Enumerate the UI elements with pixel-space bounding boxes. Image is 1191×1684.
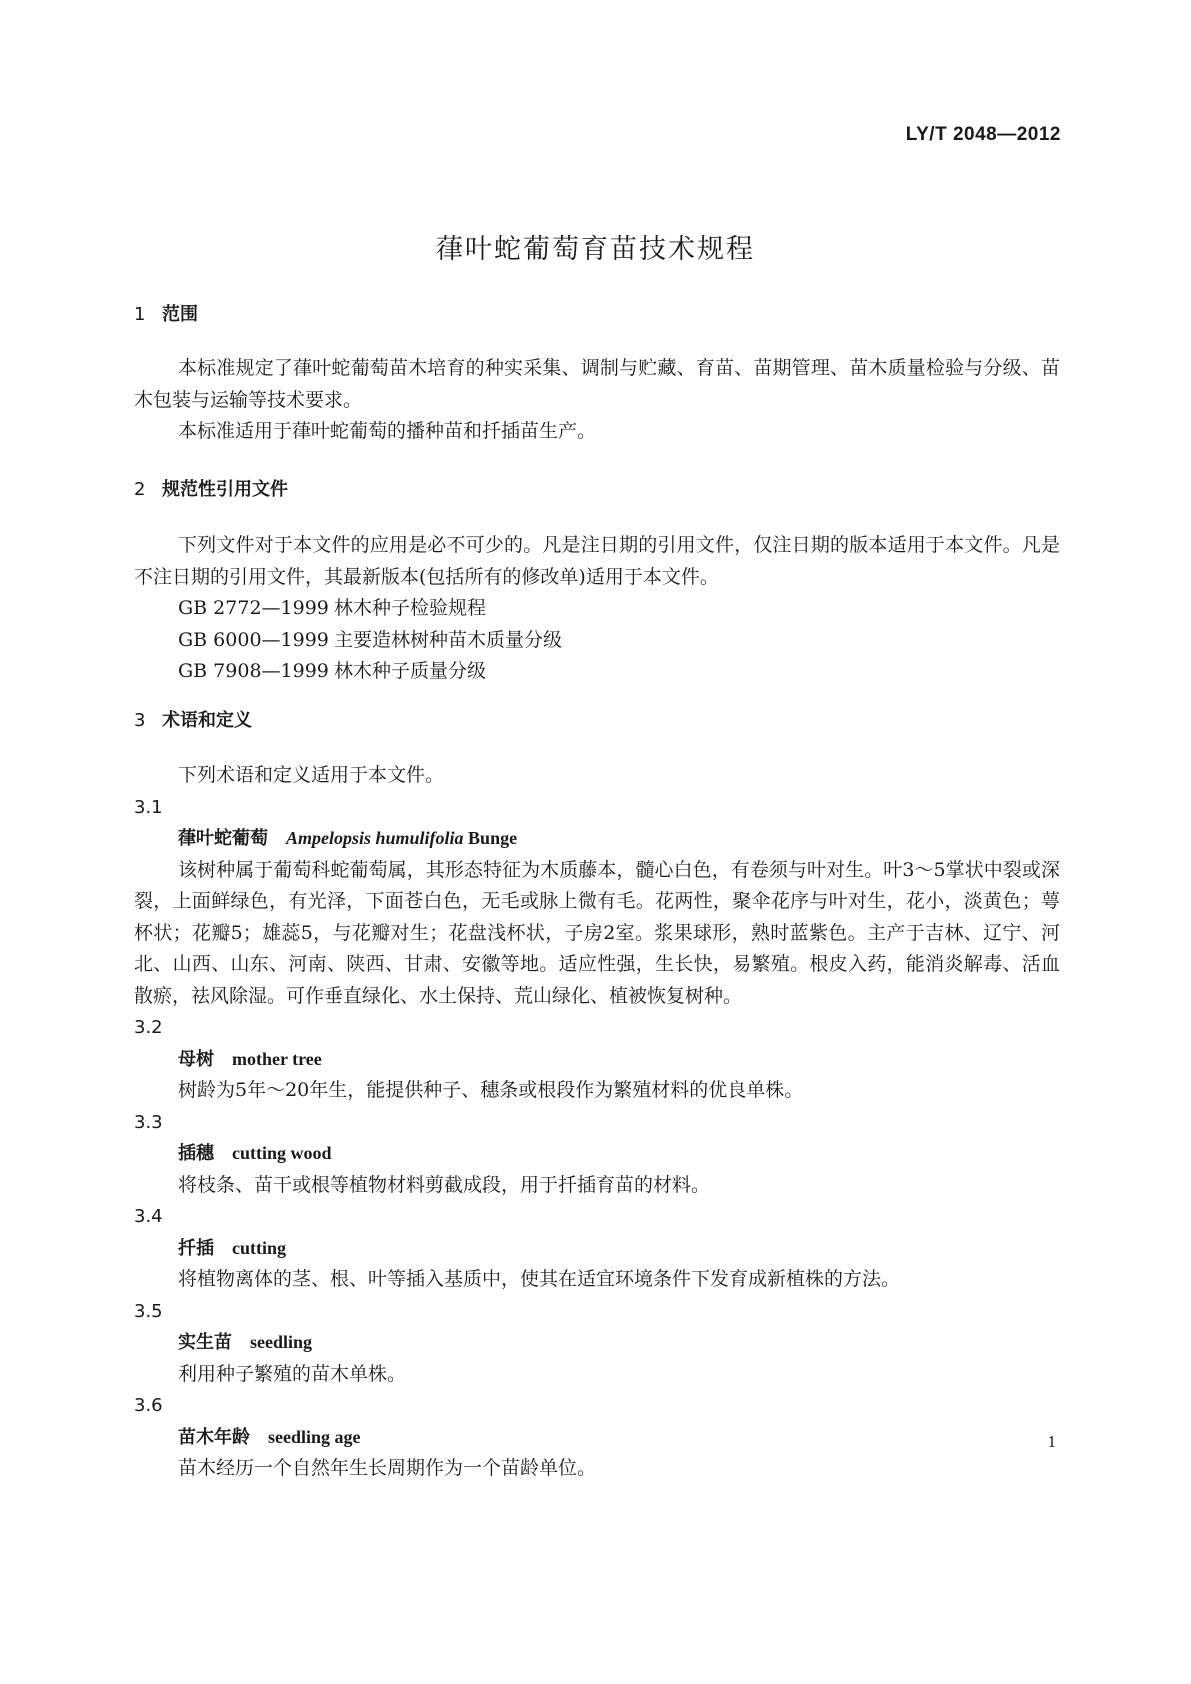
term-en: seedling: [250, 1332, 313, 1352]
section-number: 2: [134, 479, 146, 500]
section-scope-body: [134, 353, 1060, 448]
term-zh: 苗木年龄: [178, 1426, 250, 1448]
reference-name: 主要造林树种苗木质量分级: [334, 628, 563, 651]
section-title: 术语和定义: [162, 710, 252, 731]
paragraph: 下列文件对于本文件的应用是必不可少的。凡是注日期的引用文件，仅注日期的版本适用于本文件。凡是不注日期的引用文件，其最新版本(包括所有的修改单)适用于本文件。: [134, 534, 1060, 588]
term-definition: 树龄为5年～20年生，能提供种子、穗条或根段作为繁殖材料的优良单株。: [178, 1079, 804, 1101]
term-title: [134, 1422, 1060, 1454]
term-en: cutting: [232, 1237, 286, 1258]
reference-code: GB 2772—1999: [178, 597, 329, 619]
term-title: [134, 1138, 1060, 1170]
section-title: 规范性引用文件: [162, 479, 288, 500]
reference-name: 林木种子检验规程: [334, 597, 487, 619]
section-number: 1: [134, 304, 146, 325]
reference-item: [134, 593, 1060, 625]
term-title: [134, 1233, 1060, 1265]
term-number: 3.1: [134, 796, 163, 818]
term-zh: 母树: [178, 1048, 214, 1070]
section-normative-references: [134, 475, 1060, 501]
term-zh: 插穗: [178, 1143, 214, 1164]
reference-code: GB 7908—1999: [178, 660, 329, 682]
paragraph: 本标准适用于葎叶蛇葡萄的播种苗和扦插苗生产。: [178, 420, 597, 442]
term-en: mother tree: [232, 1048, 322, 1069]
term-zh: 实生苗: [178, 1332, 232, 1353]
section-scope: [134, 300, 1060, 326]
section-heading: [134, 300, 1060, 326]
paragraph: 本标准规定了葎叶蛇葡萄苗木培育的种实采集、调制与贮藏、育苗、苗期管理、苗木质量检验与分级、苗木包装与运输等技术要求。: [134, 357, 1060, 411]
reference-name: 林木种子质量分级: [334, 660, 487, 682]
section-number: 3: [134, 710, 146, 731]
term-title: [134, 1044, 1060, 1076]
term-definition: 将枝条、苗干或根等植物材料剪截成段，用于扦插育苗的材料。: [178, 1173, 711, 1196]
section-heading: [134, 706, 1060, 732]
term-number: 3.6: [134, 1395, 163, 1416]
paragraph: 下列术语和定义适用于本文件。: [178, 764, 445, 786]
term-definition: 利用种子繁殖的苗木单株。: [178, 1362, 407, 1385]
term-en: cutting wood: [232, 1143, 332, 1163]
term-latin-name: Ampelopsis humulifolia: [286, 828, 464, 848]
term-number: 3.5: [134, 1300, 163, 1322]
reference-code: GB 6000—1999: [178, 628, 329, 651]
reference-item: [134, 656, 1060, 688]
page-number: 1: [1047, 1432, 1056, 1451]
term-en: seedling age: [268, 1426, 361, 1447]
term-author: Bunge: [468, 828, 518, 848]
document-title: 葎叶蛇葡萄育苗技术规程: [436, 234, 755, 265]
term-zh: 扦插: [178, 1237, 214, 1259]
standard-code: LY/T 2048—2012: [905, 124, 1061, 145]
section-references-body: [134, 530, 1060, 688]
term-definition: 该树种属于葡萄科蛇葡萄属，其形态特征为木质藤本，髓心白色，有卷须与叶对生。叶3～5掌状中裂或深裂，上面鲜绿色，有光泽，下面苍白色，无毛或脉上微有毛。花两性，聚伞花序与叶对生，花小，淡黄色；萼杯状；花瓣5；雄蕊5，与花瓣对生；花盘浅杯状，子房2室。浆果球形，熟时蓝紫色。主产于吉林、辽宁、河北、山西、山东、河南、陕西、甘肃、安徽等地。适应性强，生长快，易繁殖。根皮入药，能消炎解毒、活血散瘀，祛风除湿。可作垂直绿化、水土保持、荒山绿化、植被恢复树种。: [134, 858, 1060, 1007]
section-title: 范围: [162, 304, 198, 325]
term-definition: 苗木经历一个自然年生长周期作为一个苗龄单位。: [178, 1457, 597, 1479]
term-zh: 葎叶蛇葡萄: [178, 828, 268, 849]
term-title: [134, 823, 1060, 855]
section-terms-body: [134, 760, 1060, 1485]
reference-item: [134, 625, 1060, 657]
term-title: [134, 1327, 1060, 1359]
section-heading: [134, 475, 1060, 501]
term-number: 3.4: [134, 1206, 163, 1227]
section-terms: [134, 706, 1060, 732]
term-number: 3.3: [134, 1111, 163, 1133]
term-number: 3.2: [134, 1017, 163, 1038]
term-en: [286, 828, 517, 848]
term-definition: 将植物离体的茎、根、叶等插入基质中，使其在适宜环境条件下发育成新植株的方法。: [178, 1268, 901, 1290]
